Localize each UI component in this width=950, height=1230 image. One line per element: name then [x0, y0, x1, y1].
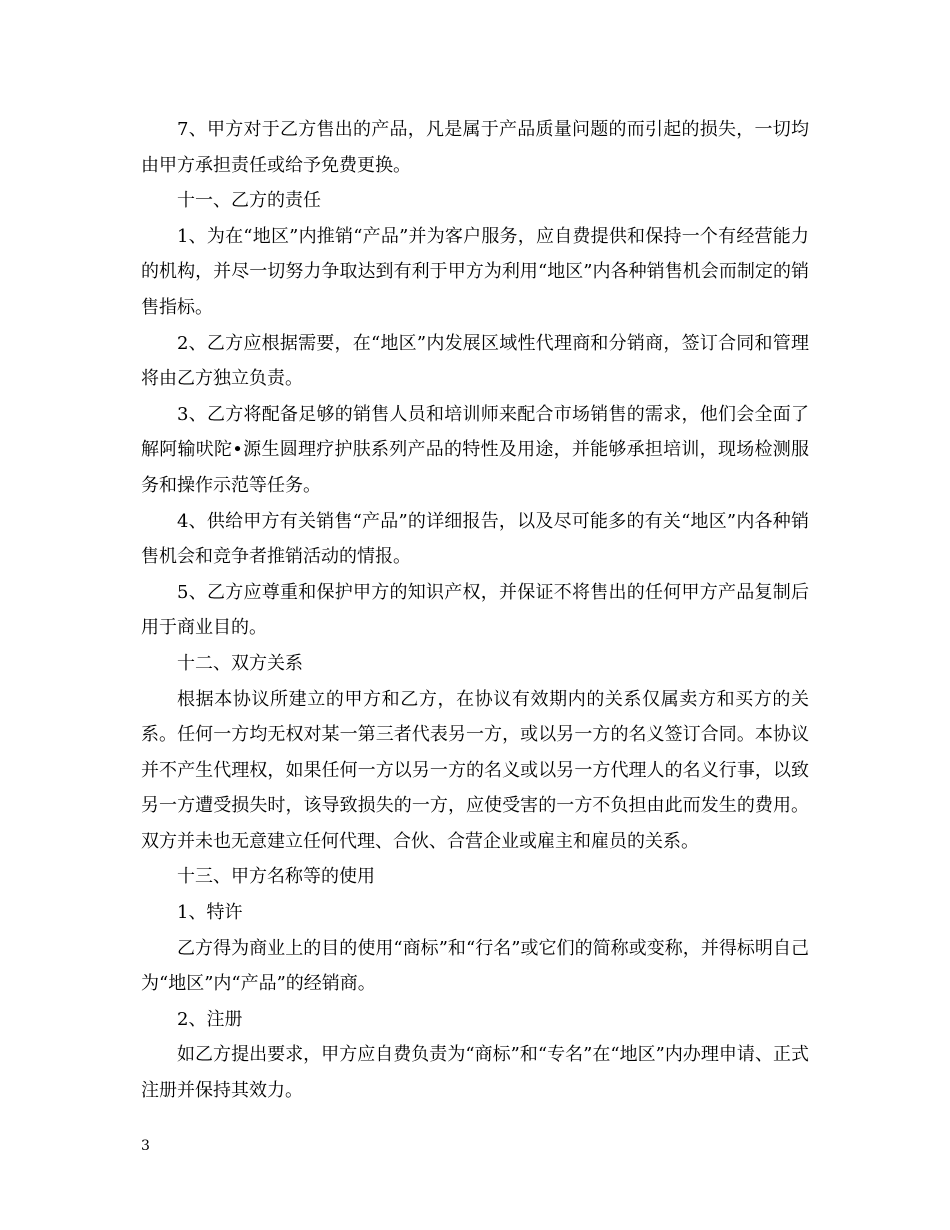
- document-body: [141, 112, 809, 1109]
- paragraph-clause-3: 3、乙方将配备足够的销售人员和培训师来配合市场销售的需求，他们会全面了解阿输吠陀•源生圆理疗护肤系列产品的特性及用途，并能够承担培训，现场检测服务和操作示范等任务。: [141, 403, 809, 496]
- paragraph-registration: 如乙方提出要求，甲方应自费负责为“商标”和“专名”在“地区”内办理申请、正式注册并保持其效力。: [141, 1044, 809, 1102]
- paragraph-relationship: 根据本协议所建立的甲方和乙方，在协议有效期内的关系仅属卖方和买方的关系。任何一方均无权对某一第三者代表另一方，或以另一方的名义签订合同。本协议并不产生代理权，如果任何一方以另一方的名义或以另一方代理人的名义行事，以致另一方遭受损失时，该导致损失的一方，应使受害的一方不负担由此而发生的费用。双方并未也无意建立任何代理、合伙、合营企业或雇主和雇员的关系。: [141, 688, 809, 852]
- paragraph-clause-5: 5、乙方应尊重和保护甲方的知识产权，并保证不将售出的任何甲方产品复制后用于商业目的。: [141, 581, 809, 639]
- paragraph-clause-2: 2、乙方应根据需要，在“地区”内发展区域性代理商和分销商，签订合同和管理将由乙方独立负责。: [141, 332, 809, 390]
- paragraph-clause-4: 4、供给甲方有关销售“产品”的详细报告，以及尽可能多的有关“地区”内各种销售机会和竞争者推销活动的情报。: [141, 510, 809, 568]
- section-heading-11: 十一、乙方的责任: [177, 190, 321, 212]
- section-heading-12: 十二、双方关系: [177, 652, 303, 674]
- paragraph-clause-7: 7、甲方对于乙方售出的产品，凡是属于产品质量问题的而引起的损失，一切均由甲方承担责任或给予免费更换。: [141, 119, 809, 176]
- page-number: 3: [141, 1138, 150, 1154]
- paragraph-license: 乙方得为商业上的目的使用“商标”和“行名”或它们的简称或变称，并得标明自己为“地区”内“产品”的经销商。: [141, 937, 809, 995]
- paragraph-clause-1: 1、为在“地区”内推销“产品”并为客户服务，应自费提供和保持一个有经营能力的机构，并尽一切努力争取达到有利于甲方为利用“地区”内各种销售机会而制定的销售指标。: [141, 225, 809, 318]
- subheading-license: 1、特许: [177, 902, 243, 924]
- subheading-registration: 2、注册: [177, 1008, 243, 1030]
- section-heading-13: 十三、甲方名称等的使用: [177, 866, 375, 888]
